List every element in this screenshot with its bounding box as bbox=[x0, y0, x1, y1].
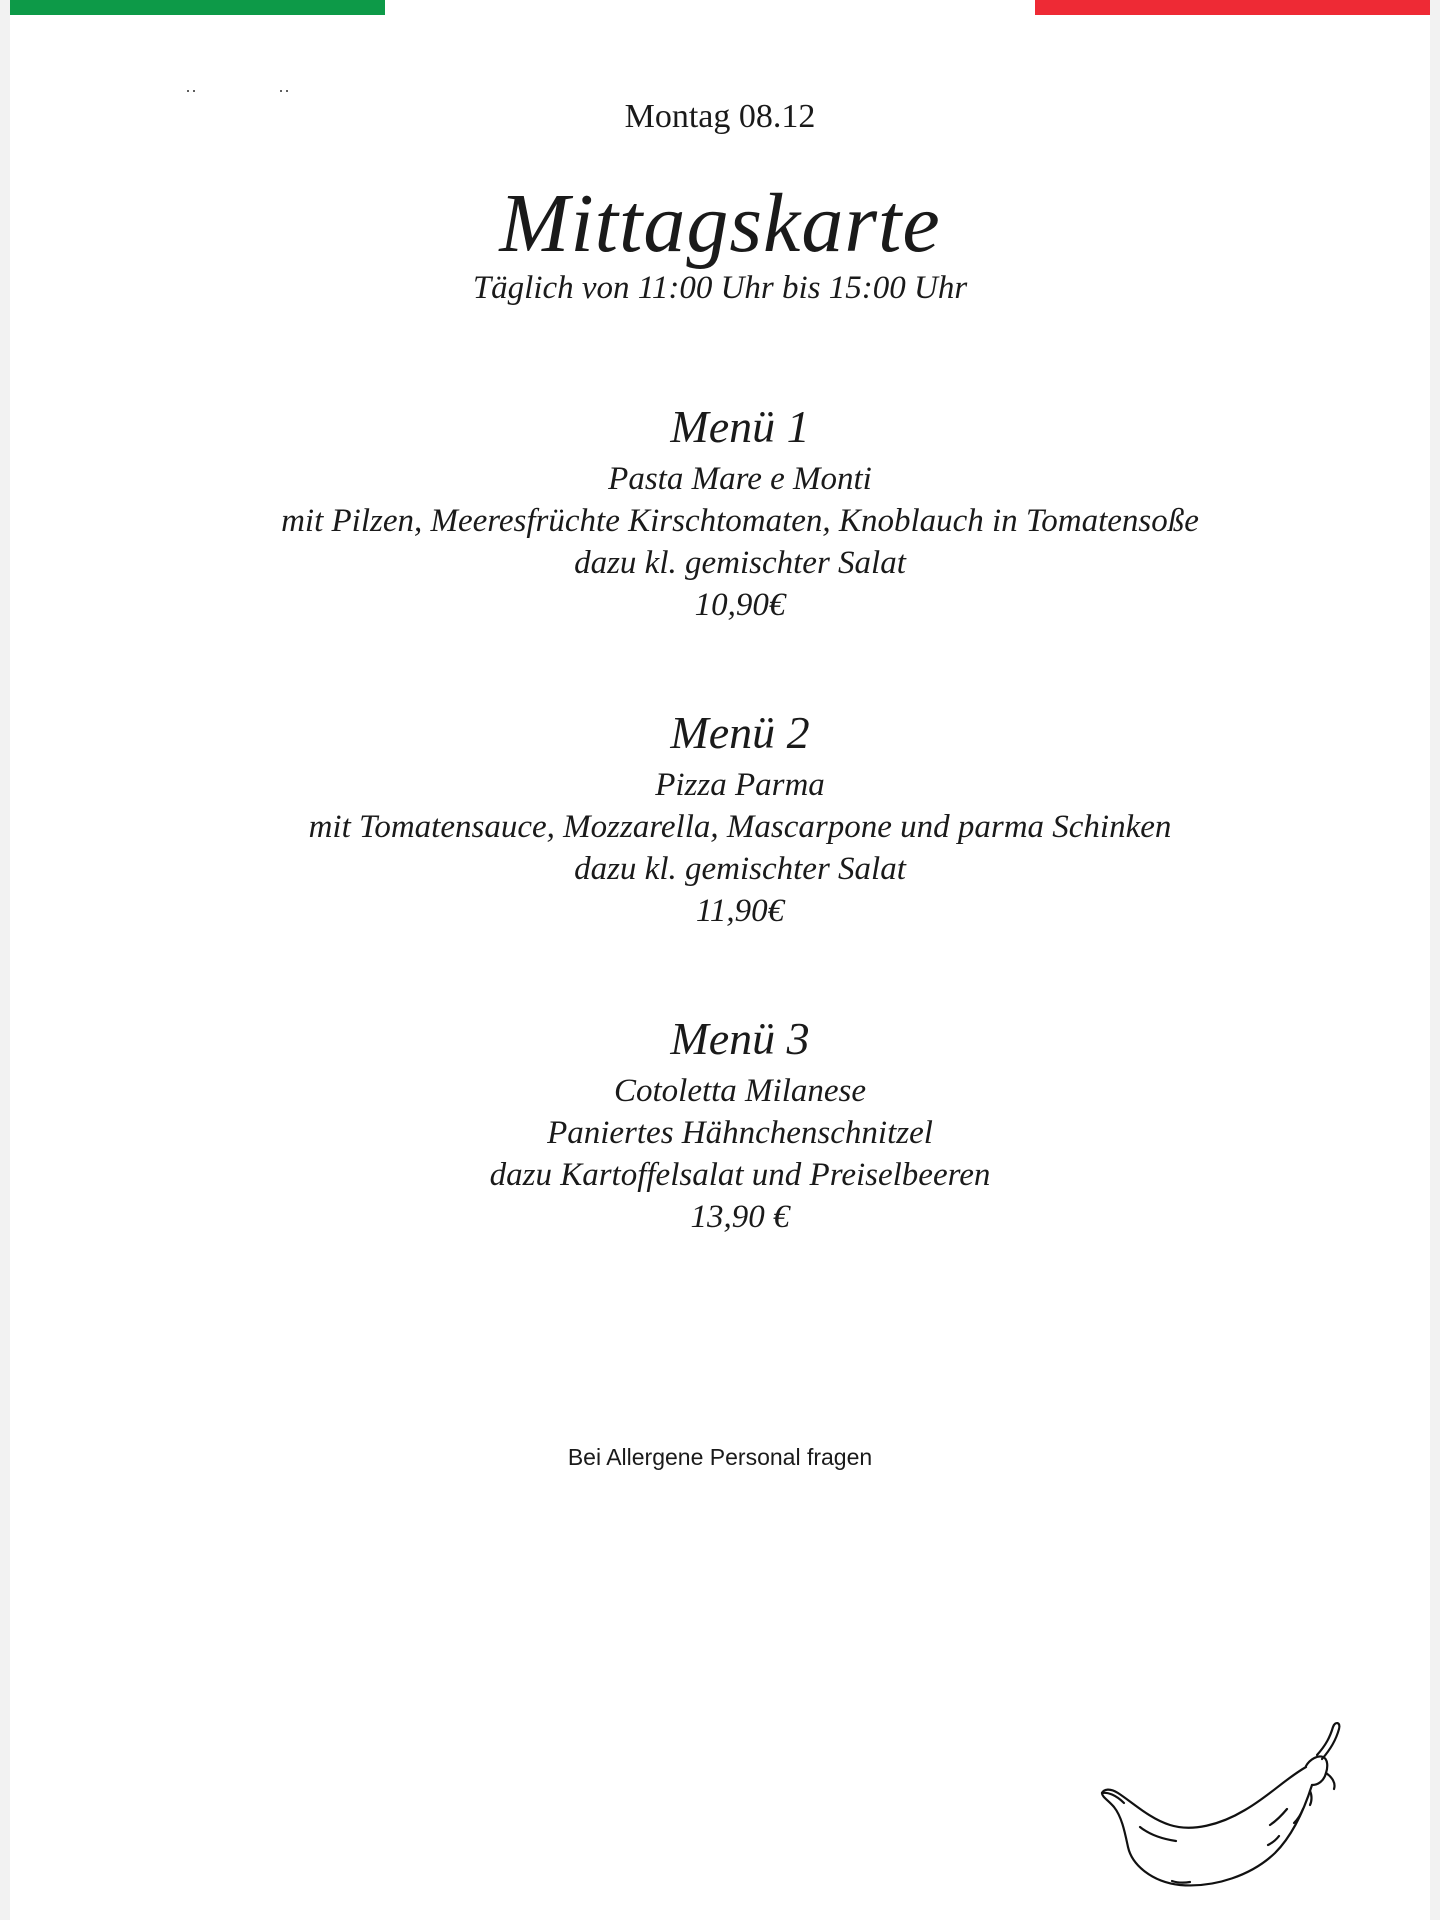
menu-price: 13,90 € bbox=[690, 1199, 790, 1235]
corner-mark: ‥ bbox=[278, 76, 294, 96]
menu-heading: Menü 3 bbox=[670, 1013, 810, 1064]
allergy-note: Bei Allergene Personal fragen bbox=[567, 1444, 873, 1470]
corner-marks bbox=[185, 76, 293, 97]
menu-description: mit Pilzen, Meeresfrüchte Kirschtomaten, Knoblauch in Tomatensoße bbox=[281, 503, 1199, 539]
chili-pepper-icon bbox=[1080, 1715, 1370, 1920]
menu-block-2 bbox=[0, 704, 1440, 932]
menu-dish: Pizza Parma bbox=[655, 767, 825, 803]
flag-bar-red bbox=[1035, 0, 1430, 15]
menu-price: 10,90€ bbox=[694, 587, 786, 623]
menu-description: mit Tomatensauce, Mozzarella, Mascarpone und parma Schinken bbox=[308, 809, 1172, 845]
menu-side: dazu Kartoffelsalat und Preiselbeeren bbox=[489, 1157, 991, 1193]
page-title: Mittagskarte bbox=[499, 177, 941, 270]
opening-hours: Täglich von 11:00 Uhr bis 15:00 Uhr bbox=[472, 270, 968, 306]
menu-description: Paniertes Hähnchenschnitzel bbox=[547, 1115, 933, 1151]
menu-dish: Pasta Mare e Monti bbox=[608, 461, 872, 497]
menu-price: 11,90€ bbox=[695, 893, 785, 929]
menu-dish: Cotoletta Milanese bbox=[613, 1073, 867, 1109]
menu-date: Montag 08.12 bbox=[624, 98, 816, 135]
menu-block-3 bbox=[0, 1010, 1440, 1238]
corner-mark: ‥ bbox=[185, 76, 201, 96]
flag-bar-green bbox=[10, 0, 385, 15]
menu-side: dazu kl. gemischter Salat bbox=[574, 851, 906, 887]
menu-block-1 bbox=[0, 398, 1440, 626]
menu-heading: Menü 1 bbox=[670, 401, 810, 452]
menu-side: dazu kl. gemischter Salat bbox=[574, 545, 906, 581]
menu-heading: Menü 2 bbox=[670, 707, 810, 758]
